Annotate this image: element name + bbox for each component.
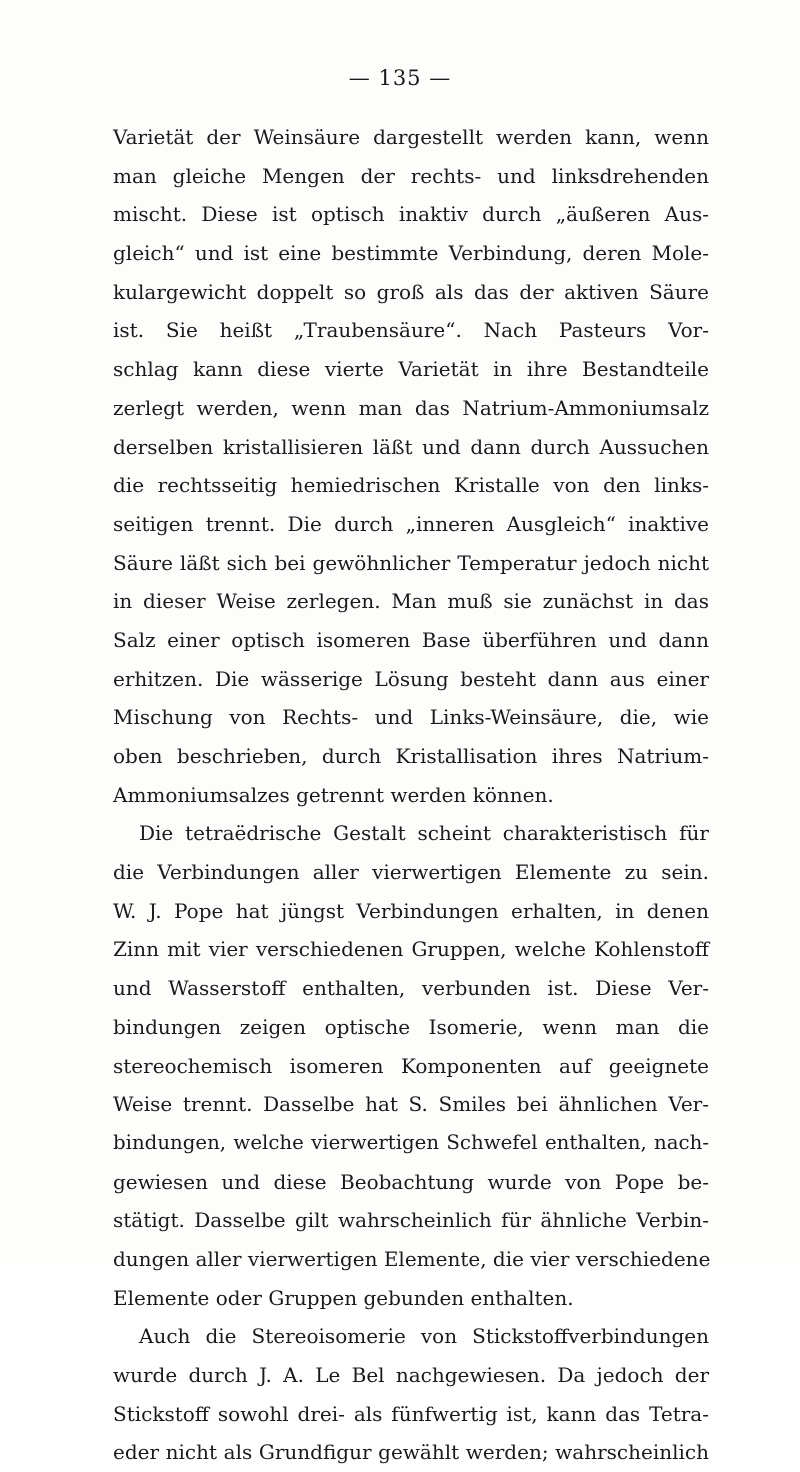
text-line: Die tetraëdrische Gestalt scheint charakteristisch für <box>139 821 709 846</box>
text-line: gewiesen und diese Beobachtung wurde von Pope be- <box>113 1169 709 1194</box>
text-line: in dieser Weise zerlegen. Man muß sie zunächst in das <box>113 589 709 614</box>
body-text <box>113 118 709 1472</box>
text-line: Weise trennt. Dasselbe hat S. Smiles bei ähnlichen Ver- <box>113 1092 709 1117</box>
text-line: eder nicht als Grundfigur gewählt werden; wahrscheinlich <box>113 1440 709 1465</box>
text-line: Salz einer optisch isomeren Base überführen und dann <box>113 627 709 652</box>
text-line: man gleiche Mengen der rechts- und linksdrehenden <box>113 163 709 188</box>
text-line: schlag kann diese vierte Varietät in ihre Bestandteile <box>113 357 709 382</box>
text-line: bindungen zeigen optische Isomerie, wenn man die <box>113 1014 709 1039</box>
text-line: Säure läßt sich bei gewöhnlicher Temperatur jedoch nicht <box>113 550 709 575</box>
text-line: derselben kristallisieren läßt und dann durch Aussuchen <box>113 434 709 459</box>
text-line: bindungen, welche vierwertigen Schwefel enthalten, nach- <box>113 1130 709 1154</box>
text-line: stätigt. Dasselbe gilt wahrscheinlich für ähnliche Verbin- <box>113 1208 709 1233</box>
text-line: ist. Sie heißt „Traubensäure“. Nach Pasteurs Vor- <box>113 318 709 343</box>
text-line: wurde durch J. A. Le Bel nachgewiesen. Da jedoch der <box>113 1363 709 1387</box>
text-line: Varietät der Weinsäure dargestellt werden kann, wenn <box>113 125 709 149</box>
text-line: Mischung von Rechts- und Links-Weinsäure, die, wie <box>113 705 709 730</box>
text-line: Stickstoff sowohl drei- als fünfwertig ist, kann das Tetra- <box>113 1401 709 1426</box>
text-line: zerlegt werden, wenn man das Natrium-Ammoniumsalz <box>113 395 709 420</box>
text-line: Zinn mit vier verschiedenen Gruppen, welche Kohlenstoff <box>113 937 709 962</box>
text-line: oben beschrieben, durch Kristallisation ihres Natrium- <box>113 744 709 768</box>
text-line: die rechtsseitig hemiedrischen Kristalle von den links- <box>113 473 709 498</box>
page-number-header: — 135 — <box>348 66 452 90</box>
text-line: Auch die Stereoisomerie von Stickstoffverbindungen <box>139 1324 709 1349</box>
text-line: seitigen trennt. Die durch „inneren Ausgleich“ inaktive <box>113 511 709 536</box>
text-line: erhitzen. Die wässerige Lösung besteht dann aus einer <box>113 666 709 691</box>
text-line: Ammoniumsalzes getrennt werden können. <box>113 782 554 807</box>
text-line: Elemente oder Gruppen gebunden enthalten. <box>113 1285 574 1310</box>
text-line: dungen aller vierwertigen Elemente, die vier verschiedene <box>113 1246 711 1271</box>
text-line: kulargewicht doppelt so groß als das der aktiven Säure <box>113 279 709 304</box>
text-line: mischt. Diese ist optisch inaktiv durch „äußeren Aus- <box>113 202 709 227</box>
text-line: stereochemisch isomeren Komponenten auf geeignete <box>113 1053 709 1078</box>
text-line: und Wasserstoff enthalten, verbunden ist. Diese Ver- <box>113 976 709 1001</box>
text-line: gleich“ und ist eine bestimmte Verbindung, deren Mole- <box>113 241 709 266</box>
text-line: die Verbindungen aller vierwertigen Elemente zu sein. <box>113 860 709 885</box>
text-line: W. J. Pope hat jüngst Verbindungen erhalten, in denen <box>113 898 709 923</box>
